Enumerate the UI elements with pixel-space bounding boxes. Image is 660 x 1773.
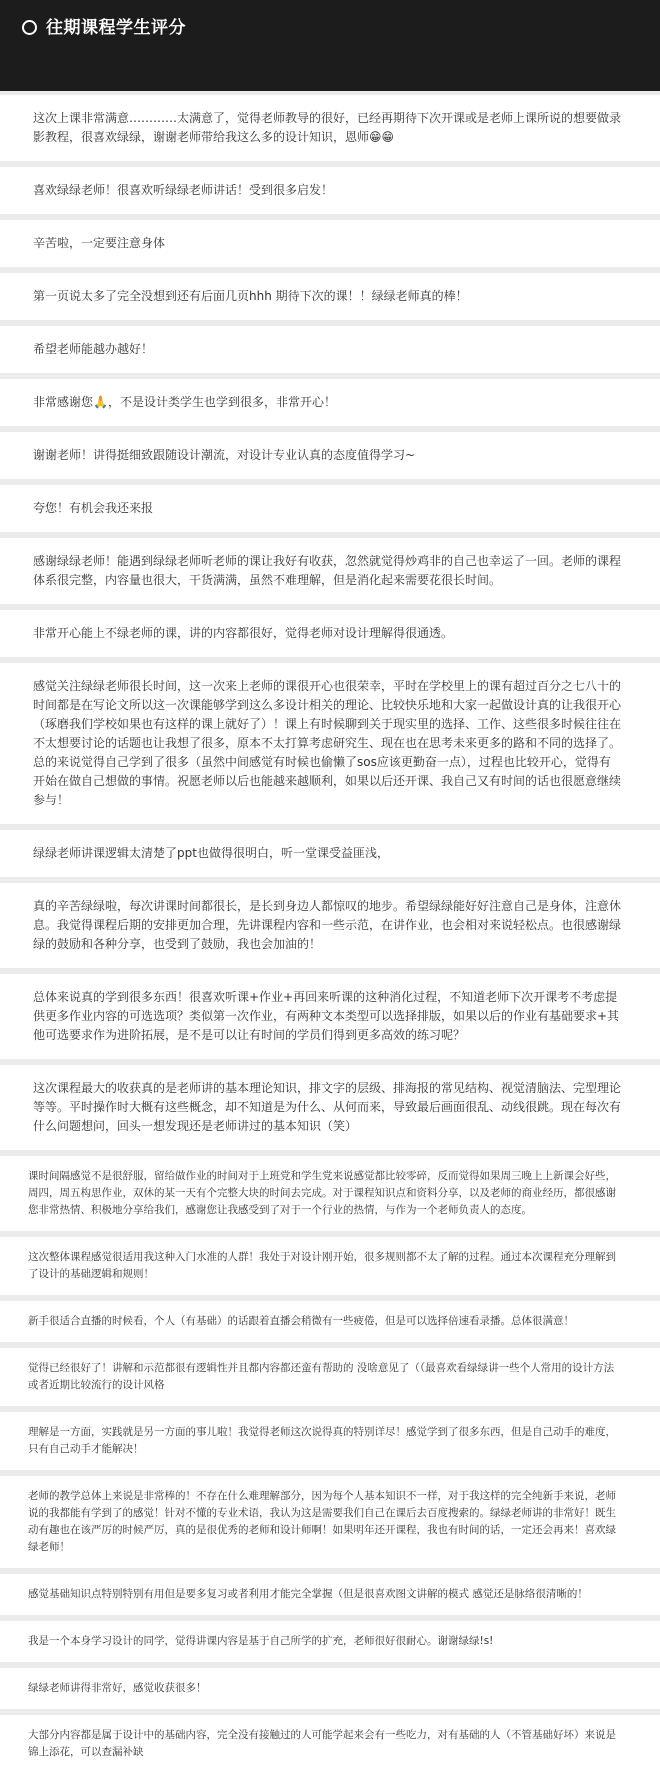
review-text: 感觉关注绿绿老师很长时间，这一次来上老师的课很开心也很荣幸，平时在学校里上的课有超过百分之七八十的时间都是在写论文所以这一次课能够学到这么多设计相关的理论、比较快乐地和大家一起做设计真的让我很开心（琢磨我们学校如果也有这样的课上就好了）！课上有时候聊到关于现实里的选择、工作、这些很多时候往往在不太想要讨论的话题也让我想了很多，原本不太打算考虑研究生、现在也在思考未来更多的路和不同的选择了。总的来说觉得自己学到了很多（虽然中间感觉有时候也偷懒了sos应该更勤奋一点），过程也比较开心，觉得有开始在做自己想做的事情。祝愿老师以后也能越来越顺利，如果以后还开课、我自己又有时间的话也很愿意继续参与！ (33, 679, 622, 807)
review-card (0, 1412, 660, 1470)
page-header (0, 0, 660, 91)
review-card (0, 1237, 660, 1295)
review-card (0, 883, 660, 968)
review-list (0, 91, 660, 1758)
review-text: 真的辛苦绿绿啦，每次讲课时间都很长，是长到身边人都惊叹的地步。希望绿绿能好好注意自己是身体，注意休息。我觉得课程后期的安排更加合理，先讲课程内容和一些示范，在讲作业，也会相对来说轻松点。也很感谢绿绿的鼓励和各种分享，也受到了鼓励，我也会加油的！ (33, 899, 622, 951)
review-text: 感谢绿绿老师！能遇到绿绿老师听老师的课让我好有收获，忽然就觉得炒鸡非的自己也幸运了一回。老师的课程体系很完整，内容量也很大，干货满满，虽然不难理解，但是消化起来需要花很长时间。 (33, 554, 622, 587)
review-text: 这次上课非常满意…………太满意了，觉得老师教导的很好，已经再期待下次开课或是老师上课所说的想要做录影教程，很喜欢绿绿，谢谢老师带给我这么多的设计知识，恩师😁😁 (33, 111, 622, 144)
review-text: 辛苦啦，一定要注意身体 (33, 236, 166, 250)
review-text: 非常感谢您🙏，不是设计类学生也学到很多，非常开心！ (33, 395, 336, 409)
review-text: 我是一个本身学习设计的同学，觉得讲课内容是基于自己所学的扩充，老师很好很耐心。谢谢绿绿!s! (28, 1635, 494, 1647)
review-text: 非常开心能上不绿老师的课，讲的内容都很好，觉得老师对设计理解得很通透。 (33, 626, 454, 640)
review-card (0, 95, 660, 161)
review-text: 绿绿老师讲课逻辑太清楚了ppt也做得很明白，听一堂课受益匪浅， (33, 846, 389, 860)
review-card (0, 538, 660, 604)
review-text: 觉得已经很好了！讲解和示范都很有逻辑性并且都内容都还蛮有帮助的 没啥意见了（（最喜欢看绿绿讲一些个人常用的设计方法或者近期比较流行的设计风格 (28, 1362, 615, 1391)
review-card (0, 610, 660, 657)
review-text: 夸您！有机会我还来报 (33, 501, 154, 515)
review-text: 希望老师能越办越好！ (33, 342, 154, 356)
review-text: 理解是一方面，实践就是另一方面的事儿啦！我觉得老师这次说得真的特别详尽！感觉学到了很多东西，但是自己动手的难度，只有自己动手才能解决！ (28, 1426, 616, 1455)
review-text: 总体来说真的学到很多东西！很喜欢听课+作业+再回来听课的这种消化过程，不知道老师下次开课考不考虑提供更多作业内容的可选选项？类似第一次作业，有两种文本类型可以选择排版，如果以后的作业有基础要求+其他可选要求作为进阶拓展，是不是可以让有时间的学员们得到更多高效的练习呢？ (33, 990, 620, 1042)
review-card (0, 379, 660, 426)
review-text: 新手很适合直播的时候看，个人（有基础）的话跟着直播会稍微有一些疲倦，但是可以选择倍速看录播。总体很满意！ (28, 1315, 574, 1327)
review-card (0, 1301, 660, 1342)
review-card (0, 167, 660, 214)
review-card (0, 830, 660, 877)
review-text: 这次课程最大的收获真的是老师讲的基本理论知识，排文字的层级、排海报的常见结构、视觉清脑法、完型理论等等。平时操作时大概有这些概念，却不知道是为什么、从何而来，导致最后画面很乱、动线很跳。现在每次有什么问题想问，回头一想发现还是老师讲过的基本知识（笑） (33, 1081, 622, 1133)
review-text: 老师的教学总体上来说是非常棒的！不存在什么难理解部分，因为每个人基本知识不一样，对于我这样的完全纯新手来说，老师说的我都能有学到了的感觉！针对不懂的专业术语，我认为这是需要我们自己在课后去百度搜索的。绿绿老师讲的非常好！既生动有趣也在该严厉的时候严厉，真的是很优秀的老师和设计师啊！如果明年还开课程，我也有时间的话，一定还会再来！喜欢绿绿老师！ (28, 1490, 616, 1553)
review-card (0, 1348, 660, 1406)
review-text: 这次整体课程感觉很适用我这种入门水准的人群！我处于对设计刚开始，很多规则都不太了解的过程。通过本次课程充分理解到了设计的基础逻辑和规则！ (28, 1251, 616, 1280)
review-text: 感觉基础知识点特别特别有用但是要多复习或者利用才能完全掌握（但是很喜欢图文讲解的模式 感觉还是脉络很清晰的！ (28, 1588, 588, 1600)
review-text: 喜欢绿绿老师！很喜欢听绿绿老师讲话！受到很多启发！ (33, 183, 334, 197)
review-text: 大部分内容都是属于设计中的基础内容，完全没有接触过的人可能学起来会有一些吃力，对有基础的人（不管基础好坏）来说是锦上添花，可以查漏补缺 (28, 1729, 616, 1758)
review-card (0, 220, 660, 267)
review-card (0, 1715, 660, 1773)
circle-icon (22, 20, 37, 35)
review-text: 第一页说太多了完全没想到还有后面几页hhh 期待下次的课！！绿绿老师真的棒！ (33, 289, 468, 303)
review-text: 课时间隔感觉不是很舒服，留给做作业的时间对于上班党和学生党来说感觉都比较零碎，反而觉得如果周三晚上上新课会好些，周四，周五构思作业，双休的某一天有个完整大块的时间去完成。对于课程知识点和资料分享，以及老师的商业经历，都很感谢您非常热情、积极地分享给我们，感谢您让我感受到了对于一个行业的热情，与作为一个老师负责人的态度。 (28, 1170, 616, 1216)
page-title: 往期课程学生评分 (46, 18, 186, 38)
review-card (0, 1065, 660, 1150)
review-card (0, 326, 660, 373)
review-card (0, 1668, 660, 1709)
review-card (0, 1574, 660, 1615)
review-card (0, 1621, 660, 1662)
review-card (0, 663, 660, 824)
review-card (0, 432, 660, 479)
review-text: 绿绿老师讲得非常好，感觉收获很多！ (28, 1682, 207, 1694)
review-card (0, 974, 660, 1059)
review-text: 谢谢老师！讲得挺细致跟随设计潮流，对设计专业认真的态度值得学习~ (33, 448, 416, 462)
review-card (0, 1156, 660, 1231)
review-card (0, 1476, 660, 1568)
review-card (0, 273, 660, 320)
review-card (0, 485, 660, 532)
